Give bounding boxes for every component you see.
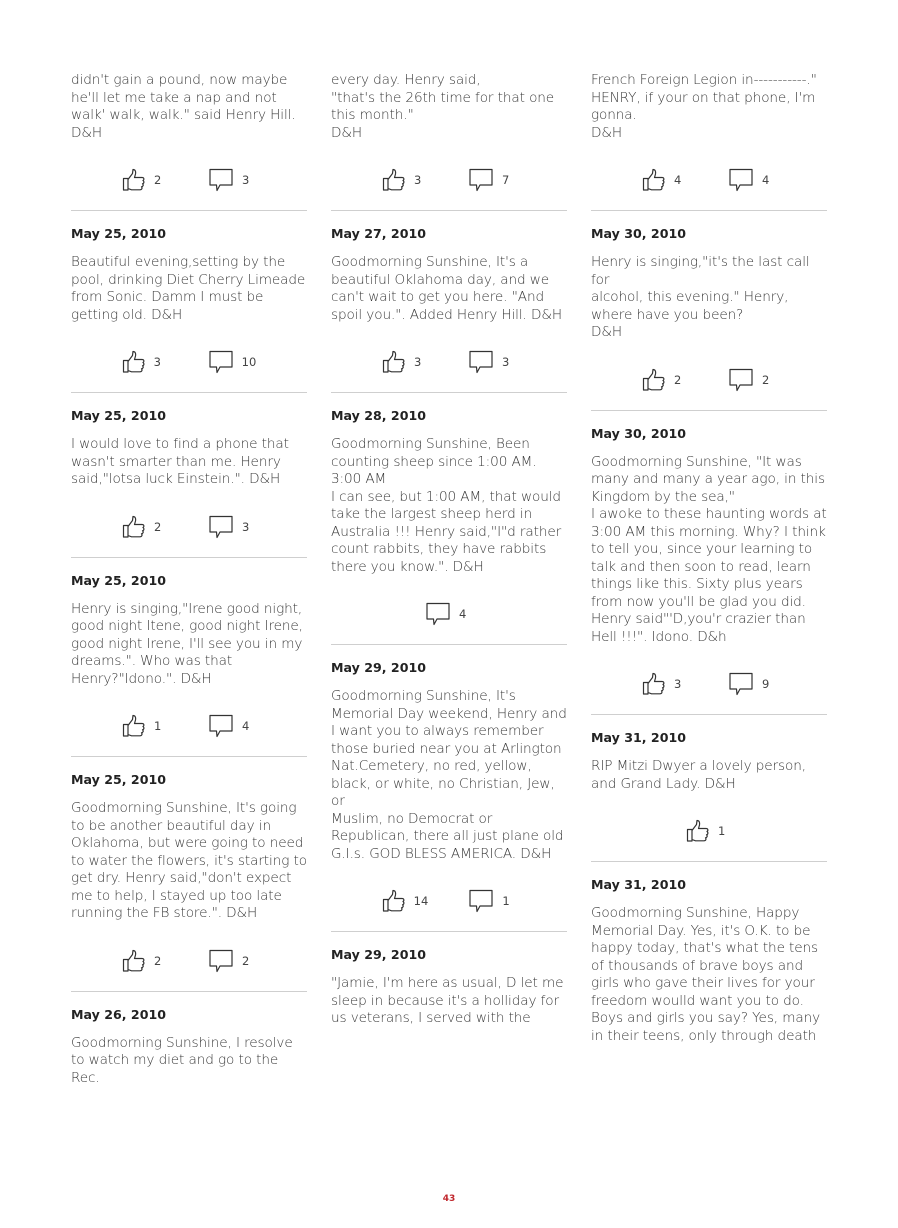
spacer — [71, 923, 307, 948]
spacer — [591, 342, 827, 367]
like-counter[interactable] — [642, 168, 688, 192]
spacer — [591, 646, 827, 671]
post-date: May 26, 2010 — [71, 1006, 166, 1022]
spacer — [591, 211, 827, 225]
like-counter[interactable] — [382, 889, 429, 913]
like-counter[interactable] — [642, 368, 688, 392]
like-counter[interactable] — [122, 515, 168, 539]
spacer — [591, 411, 827, 425]
spacer — [71, 590, 307, 601]
post-stats — [331, 349, 567, 375]
post-text: I would love to find a phone that wasn't smarter than me. Henry said,"lotsa luck Einstein.". D&H — [71, 436, 289, 487]
like-count: 3 — [153, 355, 161, 369]
like-counter[interactable] — [642, 672, 688, 696]
spacer — [591, 697, 827, 714]
like-counter[interactable] — [686, 819, 732, 843]
post-date: May 25, 2010 — [71, 408, 166, 423]
post-stats — [331, 888, 567, 914]
comment-count: 9 — [762, 677, 770, 691]
comment-count: 3 — [242, 519, 250, 534]
post-stats — [331, 601, 567, 627]
comment-bubble-icon — [468, 168, 494, 192]
post-date: May 31, 2010 — [591, 877, 686, 892]
thumbs-up-icon — [122, 515, 146, 539]
like-counter[interactable] — [122, 714, 168, 738]
spacer — [71, 393, 307, 407]
spacer — [591, 243, 827, 254]
comment-bubble-icon — [468, 350, 494, 374]
post-date: May 30, 2010 — [591, 226, 686, 241]
comment-counter[interactable] — [208, 949, 256, 973]
post-date: May 29, 2010 — [331, 947, 426, 962]
comment-count: 3 — [502, 355, 510, 369]
comment-counter[interactable] — [468, 168, 516, 192]
comment-count: 2 — [242, 953, 250, 968]
thumbs-up-icon — [382, 350, 406, 374]
comment-count: 2 — [762, 372, 770, 387]
spacer — [71, 142, 307, 167]
thumbs-up-icon — [382, 168, 406, 192]
spacer — [71, 540, 307, 557]
like-count: 2 — [154, 173, 162, 187]
post-date: May 31, 2010 — [591, 730, 686, 745]
comment-count: 3 — [242, 173, 250, 187]
comment-counter[interactable] — [208, 350, 257, 374]
like-count: 4 — [674, 173, 682, 187]
comment-counter[interactable] — [728, 168, 776, 192]
post-stats — [71, 167, 307, 193]
post-text: RIP Mitzi Dwyer a lovely person, and Grand Lady. D&H — [591, 758, 806, 792]
comment-count: 4 — [459, 607, 467, 621]
spacer — [71, 1024, 307, 1035]
spacer — [71, 324, 307, 349]
spacer — [591, 747, 827, 758]
post-text: Goodmorning Sunshine, "It was many and many a year ago, in this Kingdom by the sea," I awoke to these haunting words at 3:00 AM this morning. Why? I think to tell you, since your learning to talk and then soon to read, learn things like this. Sixty plus years from now you'll be glad you did. Henry said"'D,you'r crazier than Hell !!!". Idono. D&h — [591, 453, 827, 645]
spacer — [331, 142, 567, 167]
post-stats — [71, 349, 307, 375]
spacer — [331, 914, 567, 931]
spacer — [71, 489, 307, 514]
thumbs-up-icon — [686, 819, 710, 843]
spacer — [591, 715, 827, 729]
like-count: 14 — [413, 894, 429, 908]
comment-count: 4 — [762, 173, 770, 187]
post-text: Goodmorning Sunshine, Happy Memorial Day. Yes, it's O.K. to be happy today, that's what the tens of thousands of brave boys and girls who gave their lives for your freedom woulld want you to do. Boys and girls you say? Yes, many in their teens, only through death — [591, 905, 821, 1044]
like-count: 2 — [674, 372, 682, 387]
spacer — [71, 739, 307, 756]
thumbs-up-icon — [642, 672, 666, 696]
comment-count: 1 — [502, 894, 510, 908]
post-stats — [71, 948, 307, 974]
thumbs-up-icon — [122, 949, 146, 973]
spacer — [331, 193, 567, 210]
spacer — [71, 688, 307, 713]
comment-counter[interactable] — [208, 168, 256, 192]
spacer — [71, 375, 307, 392]
spacer — [71, 558, 307, 572]
comment-count: 7 — [502, 173, 510, 187]
comment-bubble-icon — [208, 714, 234, 738]
comment-bubble-icon — [425, 602, 451, 626]
post-stats — [591, 367, 827, 393]
spacer — [331, 324, 567, 349]
spacer — [591, 443, 827, 454]
post-text: Goodmorning Sunshine, I resolve to watch my diet and go to the Rec. — [71, 1034, 293, 1086]
like-count: 1 — [154, 719, 162, 733]
spacer — [591, 393, 827, 410]
spacer — [591, 862, 827, 876]
spacer — [71, 757, 307, 771]
thumbs-up-icon — [122, 350, 146, 374]
comment-bubble-icon — [728, 368, 754, 392]
comment-bubble-icon — [208, 949, 234, 973]
post-stats — [591, 167, 827, 193]
like-counter[interactable] — [122, 949, 168, 973]
spacer — [331, 243, 567, 254]
spacer — [71, 193, 307, 210]
post-date: May 27, 2010 — [331, 226, 426, 241]
spacer — [71, 243, 307, 254]
post-date: May 30, 2010 — [591, 425, 686, 441]
thumbs-up-icon — [122, 168, 146, 192]
comment-bubble-icon — [728, 672, 754, 696]
post-date: May 25, 2010 — [71, 572, 166, 588]
comment-counter[interactable] — [425, 602, 473, 626]
column-2 — [331, 72, 567, 1028]
spacer — [71, 789, 307, 800]
post-date: May 25, 2010 — [71, 772, 166, 787]
comment-bubble-icon — [208, 168, 234, 192]
post-text: Goodmorning Sunshine, Been counting sheep since 1:00 AM. 3:00 AM I can see, but 1:00 AM, that would take the largest sheep herd in Australia !!! Henry said,"I"d rather count rabbits, they have rabbits there you know.". D&H — [331, 436, 562, 575]
post-text: Goodmorning Sunshine, It's going to be another beautiful day in Oklahoma, but were going to need to water the flowers, it's starting to get dry. Henry said,"don't expect me to help, I stayed up too late running the FB store.". D&H — [71, 800, 307, 921]
post-text: Goodmorning Sunshine, It's Memorial Day weekend, Henry and I want you to always remember those buried near you at Arlington Nat.Cemetery, no red, yellow, black, or white, no Christian, Jew, or Muslim, no Democrat or Republican, there all just plane old G.I.s. GOD BLESS AMERICA. D&H — [331, 688, 567, 862]
spacer — [331, 627, 567, 644]
post-stats — [71, 514, 307, 540]
like-count: 3 — [414, 173, 422, 187]
spacer — [591, 894, 827, 905]
post-stats — [331, 167, 567, 193]
post-text: Henry is singing,"Irene good night, good night Itene, good night Irene, good night Irene, I'll see you in my dreams.". Who was that Henry?"Idono.". D&H — [71, 600, 303, 687]
post-text: Beautiful evening,setting by the pool, drinking Diet Cherry Limeade from Sonic. Damm I must be getting old. D&H — [71, 254, 306, 323]
like-count: 1 — [718, 824, 726, 838]
spacer — [331, 576, 567, 601]
post-text: "Jamie, I'm here as usual, D let me sleep in because it's a holliday for us veterans, I served with the — [331, 975, 564, 1026]
post-date: May 28, 2010 — [331, 408, 426, 423]
column-3 — [591, 72, 827, 1045]
like-counter[interactable] — [122, 168, 168, 192]
post-date: May 29, 2010 — [331, 660, 426, 675]
comment-counter[interactable] — [728, 672, 776, 696]
like-counter[interactable] — [122, 350, 168, 374]
spacer — [331, 932, 567, 946]
like-count: 2 — [154, 953, 162, 968]
like-counter[interactable] — [382, 350, 428, 374]
spacer — [331, 863, 567, 888]
comment-count: 4 — [242, 719, 250, 733]
continued-post-text: didn't gain a pound, now maybe he'll let me take a nap and not walk' walk, walk." said Henry Hill. D&H — [71, 72, 296, 141]
comment-bubble-icon — [208, 350, 234, 374]
spacer — [591, 193, 827, 210]
spacer — [331, 677, 567, 688]
comment-bubble-icon — [208, 515, 234, 539]
post-date: May 25, 2010 — [71, 226, 166, 241]
spacer — [71, 425, 307, 436]
comment-bubble-icon — [728, 168, 754, 192]
like-count: 2 — [154, 519, 162, 534]
comment-counter[interactable] — [468, 350, 516, 374]
comment-counter[interactable] — [728, 368, 776, 392]
post-stats — [591, 818, 827, 844]
post-stats — [591, 671, 827, 697]
column-1 — [71, 72, 307, 1087]
thumbs-up-icon — [382, 889, 406, 913]
spacer — [71, 974, 307, 991]
spacer — [71, 992, 307, 1006]
like-count: 3 — [674, 677, 682, 691]
spacer — [331, 375, 567, 392]
like-counter[interactable] — [382, 168, 428, 192]
continued-post-text: French Foreign Legion in-----------." HENRY, if your on that phone, I'm gonna. D&H — [591, 72, 817, 141]
spacer — [591, 142, 827, 167]
comment-count: 10 — [241, 355, 257, 369]
spacer — [331, 645, 567, 659]
post-text: Goodmorning Sunshine, It's a beautiful Oklahoma day, and we can't wait to get you here. "And spoil you.". Added Henry Hill. D&H — [331, 254, 562, 323]
spacer — [591, 793, 827, 818]
continued-post-text: every day. Henry said, "that's the 26th time for that one this month." D&H — [331, 72, 555, 141]
spacer — [331, 211, 567, 225]
thumbs-up-icon — [122, 714, 146, 738]
comment-counter[interactable] — [208, 515, 256, 539]
spacer — [71, 211, 307, 225]
post-text: Henry is singing,"it's the last call for alcohol, this evening." Henry, where have you been? D&H — [591, 254, 810, 340]
thumbs-up-icon — [642, 368, 666, 392]
comment-counter[interactable] — [468, 889, 516, 913]
comment-bubble-icon — [468, 889, 494, 913]
spacer — [331, 393, 567, 407]
like-count: 3 — [414, 355, 422, 369]
thumbs-up-icon — [642, 168, 666, 192]
comment-counter[interactable] — [208, 714, 256, 738]
spacer — [331, 425, 567, 436]
spacer — [591, 844, 827, 861]
page-number: 43 — [442, 1194, 456, 1204]
spacer — [331, 964, 567, 975]
post-stats — [71, 713, 307, 739]
